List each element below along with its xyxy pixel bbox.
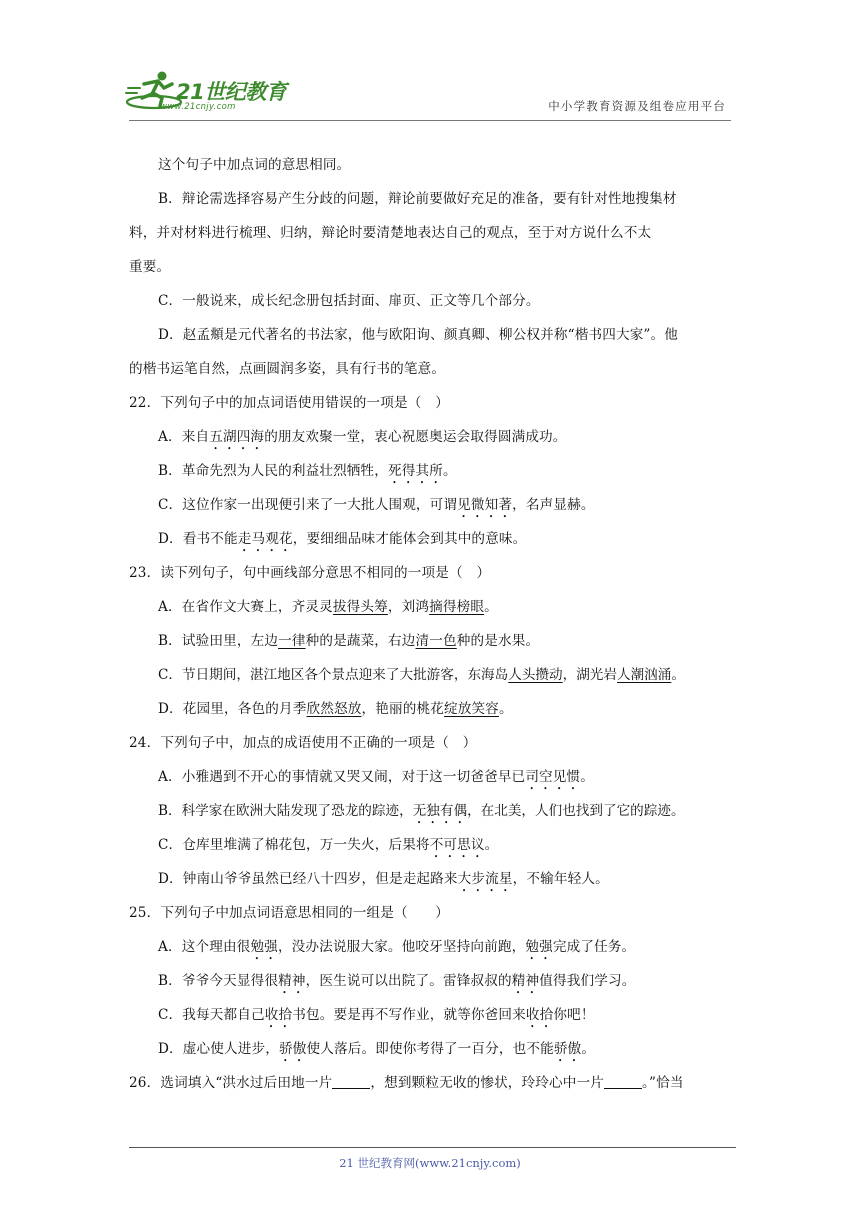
underlined-phrase: 绽放笑容 (443, 701, 499, 717)
question-22: 22．下列句子中的加点词语使用错误的一项是（ ） (129, 395, 449, 411)
text-line: 的楷书运笔自然，点画圆润多姿，具有行书的笔意。 (129, 361, 446, 377)
underlined-phrase: 人潮汹涌 (617, 667, 672, 683)
underlined-phrase: 摘得榜眼 (429, 599, 485, 615)
option-24c: C．仓库里堆满了棉花包，万一失火，后果将不可思议。 (158, 837, 499, 853)
text-line: C．一般说来，成长纪念册包括封面、扉页、正文等几个部分。 (158, 293, 540, 309)
dotted-word: 精神 (511, 973, 540, 989)
dotted-word: 司空见惯 (525, 769, 581, 785)
fill-blank (332, 1074, 370, 1089)
underlined-phrase: 拔得头筹 (332, 599, 388, 615)
option-25d: D．虚心使人进步，骄傲使人落后。即使你考得了一百分，也不能骄傲。 (158, 1041, 596, 1057)
underlined-phrase: 欣然怒放 (306, 701, 362, 717)
option-24a: A．小雅遇到不开心的事情就又哭又闹，对于这一切爸爸早已司空见惯。 (158, 769, 595, 785)
option-25a: A．这个理由很勉强，没办法说服大家。他咬牙坚持向前跑，勉强完成了任务。 (158, 939, 636, 955)
option-23b: B．试验田里，左边一律种的是蔬菜，右边清一色种的是水果。 (158, 633, 540, 649)
logo-text: 21世纪教育 (176, 80, 287, 104)
platform-title: 中小学教育资源及组卷应用平台 (548, 99, 726, 113)
text-line: 这个句子中加点词的意思相同。 (158, 157, 351, 173)
dotted-word: 见微知著 (457, 497, 513, 513)
question-24: 24．下列句子中，加点的成语使用不正确的一项是（ ） (129, 735, 477, 751)
question-26: 26．选词填入“洪水过后田地一片 ，想到颗粒无收的惨状，玲玲心中一片 。”恰当 (129, 1075, 684, 1091)
underlined-phrase: 人头攒动 (508, 667, 563, 683)
text-line: D．赵孟頫是元代著名的书法家，他与欧阳询、颜真卿、柳公权并称“楷书四大家”。他 (158, 327, 679, 343)
dotted-word: 死得其所 (388, 463, 444, 479)
fill-blank (604, 1074, 642, 1089)
text-line: 重要。 (129, 259, 171, 275)
underlined-phrase: 清一色 (415, 633, 457, 649)
option-23c: C．节日期间，湛江地区各个景点迎来了大批游客，东海岛人头攒动，湖光岩人潮汹涌。 (158, 667, 685, 683)
dotted-word: 勉强 (250, 939, 278, 955)
footer-text: 21 世纪教育网(www.21cnjy.com) (339, 1156, 521, 1170)
dotted-word: 收拾 (264, 1007, 293, 1023)
option-22c: C．这位作家一出现便引来了一大批人围观，可谓见微知著，名声显赫。 (158, 497, 595, 513)
dotted-word: 不可思议 (429, 837, 485, 853)
document-body (129, 148, 733, 1100)
dotted-word: 五湖四海 (209, 429, 265, 445)
option-22a: A．来自五湖四海的朋友欢聚一堂，衷心祝愿奥运会取得圆满成功。 (158, 429, 567, 445)
header-divider (129, 120, 731, 121)
option-22b: B．革命先烈为人民的利益壮烈牺牲，死得其所。 (158, 463, 457, 479)
question-23: 23．读下列句子，句中画线部分意思不相同的一项是（ ） (129, 565, 491, 581)
text-line: B．辩论需选择容易产生分歧的问题，辩论前要做好充足的准备，要有针对性地搜集材 (158, 191, 677, 207)
option-24b: B．科学家在欧洲大陆发现了恐龙的踪迹，无独有偶，在北美，人们也找到了它的踪迹。 (158, 803, 685, 819)
site-logo (124, 68, 289, 116)
dotted-word: 收拾 (525, 1007, 554, 1023)
dotted-word: 走马观花 (237, 531, 293, 547)
option-23a: A．在省作文大赛上，齐灵灵拔得头筹，刘鸿摘得榜眼。 (158, 599, 498, 615)
option-24d: D．钟南山爷爷虽然已经八十四岁，但是走起路来大步流星，不输年轻人。 (158, 871, 609, 887)
footer-divider (129, 1147, 736, 1148)
dotted-word: 大步流星 (457, 871, 513, 887)
dotted-word: 无独有偶 (412, 803, 468, 819)
dotted-word: 骄傲 (279, 1041, 307, 1057)
dotted-word: 骄傲 (553, 1041, 582, 1057)
underlined-phrase: 一律 (278, 633, 306, 649)
question-25: 25．下列句子中加点词语意思相同的一组是（ ） (129, 905, 449, 921)
dotted-word: 精神 (278, 973, 306, 989)
option-23d: D．花园里，各色的月季欣然怒放，艳丽的桃花绽放笑容。 (158, 701, 513, 717)
dotted-word: 勉强 (525, 939, 553, 955)
option-25b: B．爷爷今天显得很精神，医生说可以出院了。雷锋叔叔的精神值得我们学习。 (158, 973, 636, 989)
text-line: 料，并对材料进行梳理、归纳，辩论时要清楚地表达自己的观点，至于对方说什么不太 (129, 225, 652, 241)
option-25c: C．我每天都自己收拾书包。要是再不写作业，就等你爸回来收拾你吧！ (158, 1007, 595, 1023)
logo-url: www.21cnjy.com (160, 102, 236, 112)
option-22d: D．看书不能走马观花，要细细品味才能体会到其中的意味。 (158, 531, 527, 547)
